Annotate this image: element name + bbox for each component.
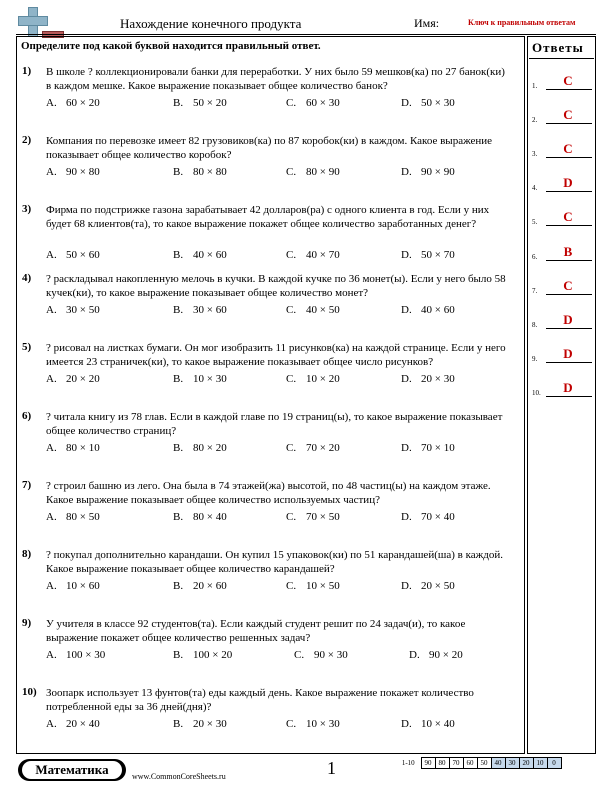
option-c: C. 40 × 70 (286, 249, 340, 261)
name-label: Имя: (414, 16, 440, 30)
answer-value: D (563, 380, 573, 395)
answer-item (530, 208, 594, 228)
option-a: A. 90 × 80 (46, 166, 100, 178)
option-d: D. 20 × 50 (401, 580, 455, 592)
option-c: C. 70 × 20 (286, 442, 340, 454)
answer-item (530, 140, 594, 160)
option-d: D. 70 × 10 (401, 442, 455, 454)
answer-number: 8. (532, 321, 538, 329)
answer-item (530, 174, 594, 194)
question-text: Фирма по подстрижке газона зарабатывает 42 долларов(ра) с одного клиента в год. Если у них будет 68 клиентов(та), то какое выражение покажет общее количество заработанных денег? (46, 204, 490, 230)
answer-key-label: Ключ к правильным ответам (468, 18, 576, 27)
question-number: 10) (22, 686, 37, 698)
answer-item (530, 243, 594, 263)
answer-number: 2. (532, 116, 538, 124)
answers-title-divider (529, 58, 594, 59)
option-a: A. 10 × 60 (46, 580, 100, 592)
option-d: D. 50 × 30 (401, 97, 455, 109)
score-cell: 40 (491, 758, 505, 769)
answer-item (530, 72, 594, 92)
option-b: B. 20 × 30 (173, 718, 227, 730)
option-c: C. 70 × 50 (286, 511, 340, 523)
answer-number: 9. (532, 355, 538, 363)
option-b: B. 80 × 20 (173, 442, 227, 454)
answer-item (530, 311, 594, 331)
site-url: www.CommonCoreSheets.ru (132, 772, 226, 781)
answer-item (530, 379, 594, 399)
score-cell: 70 (449, 758, 463, 769)
answer-value: C (563, 107, 573, 122)
page-number: 1 (327, 758, 336, 778)
answer-item (530, 345, 594, 365)
option-b: B. 30 × 60 (173, 304, 227, 316)
option-a: A. 20 × 20 (46, 373, 100, 385)
option-d: D. 90 × 90 (401, 166, 455, 178)
question-text: ? читала книгу из 78 глав. Если в каждой главе по 19 страниц(ы), то какое выражение показывает общее количество страниц? (46, 411, 503, 437)
option-c: C. 10 × 30 (286, 718, 340, 730)
option-b: B. 80 × 40 (173, 511, 227, 523)
answer-value: C (563, 141, 573, 156)
answer-value: B (563, 244, 573, 259)
option-c: C. 80 × 90 (286, 166, 340, 178)
option-b: B. 100 × 20 (173, 649, 233, 661)
option-d: D. 10 × 40 (401, 718, 455, 730)
subject-badge: Математика (18, 759, 126, 781)
option-a: A. 30 × 50 (46, 304, 100, 316)
question-number: 6) (22, 410, 32, 422)
option-d: D. 70 × 40 (401, 511, 455, 523)
question-number: 3) (22, 203, 32, 215)
score-label: 1-10 (401, 759, 415, 767)
option-c: C. 60 × 30 (286, 97, 340, 109)
question-number: 7) (22, 479, 32, 491)
answer-number: 7. (532, 287, 538, 295)
answer-item (530, 277, 594, 297)
option-a: A. 20 × 40 (46, 718, 100, 730)
score-table (396, 757, 562, 769)
option-d: D. 90 × 20 (409, 649, 463, 661)
score-cell: 80 (435, 758, 449, 769)
option-a: A. 60 × 20 (46, 97, 100, 109)
score-cell: 90 (421, 758, 435, 769)
answer-value: C (563, 278, 573, 293)
question-number: 5) (22, 341, 32, 353)
option-c: C. 10 × 20 (286, 373, 340, 385)
question-text: ? строил башню из лего. Она была в 74 этажей(жа) высотой, по 48 частиц(ы) на каждом этаже. Какое выражение показывает общее количество используемых частиц? (46, 480, 491, 506)
answer-number: 1. (532, 82, 538, 90)
score-cell: 50 (477, 758, 491, 769)
score-cell: 0 (547, 758, 561, 769)
option-b: B. 10 × 30 (173, 373, 227, 385)
answer-value: D (563, 175, 573, 190)
option-a: A. 100 × 30 (46, 649, 106, 661)
score-cell: 60 (463, 758, 477, 769)
instructions: Определите под какой буквой находится правильный ответ. (21, 40, 321, 52)
option-d: D. 20 × 30 (401, 373, 455, 385)
question-text: Компания по перевозке имеет 82 грузовиков(ка) по 87 коробок(ки) в каждом. Какое выражение показывает общее количество коробок? (46, 135, 493, 161)
answer-value: C (563, 209, 573, 224)
answer-item (530, 106, 594, 126)
question-number: 1) (22, 65, 32, 77)
score-cell: 20 (519, 758, 533, 769)
option-b: B. 80 × 80 (173, 166, 227, 178)
question-text: ? покупал дополнительно карандаши. Он купил 15 упаковок(ки) по 51 карандашей(ша) в каждой. Какое выражение показывает общее количество карандашей? (46, 549, 503, 575)
option-d: D. 50 × 70 (401, 249, 455, 261)
answer-number: 3. (532, 150, 538, 158)
option-b: B. 20 × 60 (173, 580, 227, 592)
option-c: C. 90 × 30 (294, 649, 348, 661)
option-c: C. 40 × 50 (286, 304, 340, 316)
question-number: 4) (22, 272, 32, 284)
question-text: Зоопарк использует 13 фунтов(та) еды каждый день. Какое выражение покажет количество потребленной еды за 36 дней(дня)? (46, 687, 474, 713)
answer-number: 6. (532, 253, 538, 261)
worksheet-title: Нахождение конечного продукта (120, 16, 302, 31)
answer-value: D (563, 346, 573, 361)
option-a: A. 80 × 10 (46, 442, 100, 454)
option-a: A. 80 × 50 (46, 511, 100, 523)
option-c: C. 10 × 50 (286, 580, 340, 592)
answer-value: D (563, 312, 573, 327)
question-number: 8) (22, 548, 32, 560)
question-text: ? раскладывал накопленную мелочь в кучки. В каждой кучке по 36 монет(ы). Если у него было 58 кучек(ки), то какое выражение показывает общее количество монет? (46, 273, 506, 299)
question-text: ? рисовал на листках бумаги. Он мог изобразить 11 рисунков(ка) на каждой странице. Если у него имеется 23 страничек(ки), то какое выражение показывает общее число рисунков? (46, 342, 506, 368)
score-cell: 10 (533, 758, 547, 769)
option-b: B. 50 × 20 (173, 97, 227, 109)
answer-number: 5. (532, 218, 538, 226)
answer-number: 4. (532, 184, 538, 192)
question-number: 2) (22, 134, 32, 146)
header-divider (16, 34, 596, 35)
answer-value: C (563, 73, 573, 88)
option-d: D. 40 × 60 (401, 304, 455, 316)
option-b: B. 40 × 60 (173, 249, 227, 261)
question-text: У учителя в классе 92 студентов(та). Если каждый студент решит по 24 задач(и), то какое выражение покажет общее количество решенных задач? (46, 618, 466, 644)
answers-title: Ответы (532, 40, 584, 55)
question-text: В школе ? коллекционировали банки для переработки. У них было 59 мешков(ка) по 27 банок(ки) в каждом мешке. Какое выражение показывает общее количество банок? (46, 66, 505, 92)
score-cell: 30 (505, 758, 519, 769)
question-number: 9) (22, 617, 32, 629)
option-a: A. 50 × 60 (46, 249, 100, 261)
answer-number: 10. (532, 389, 541, 397)
